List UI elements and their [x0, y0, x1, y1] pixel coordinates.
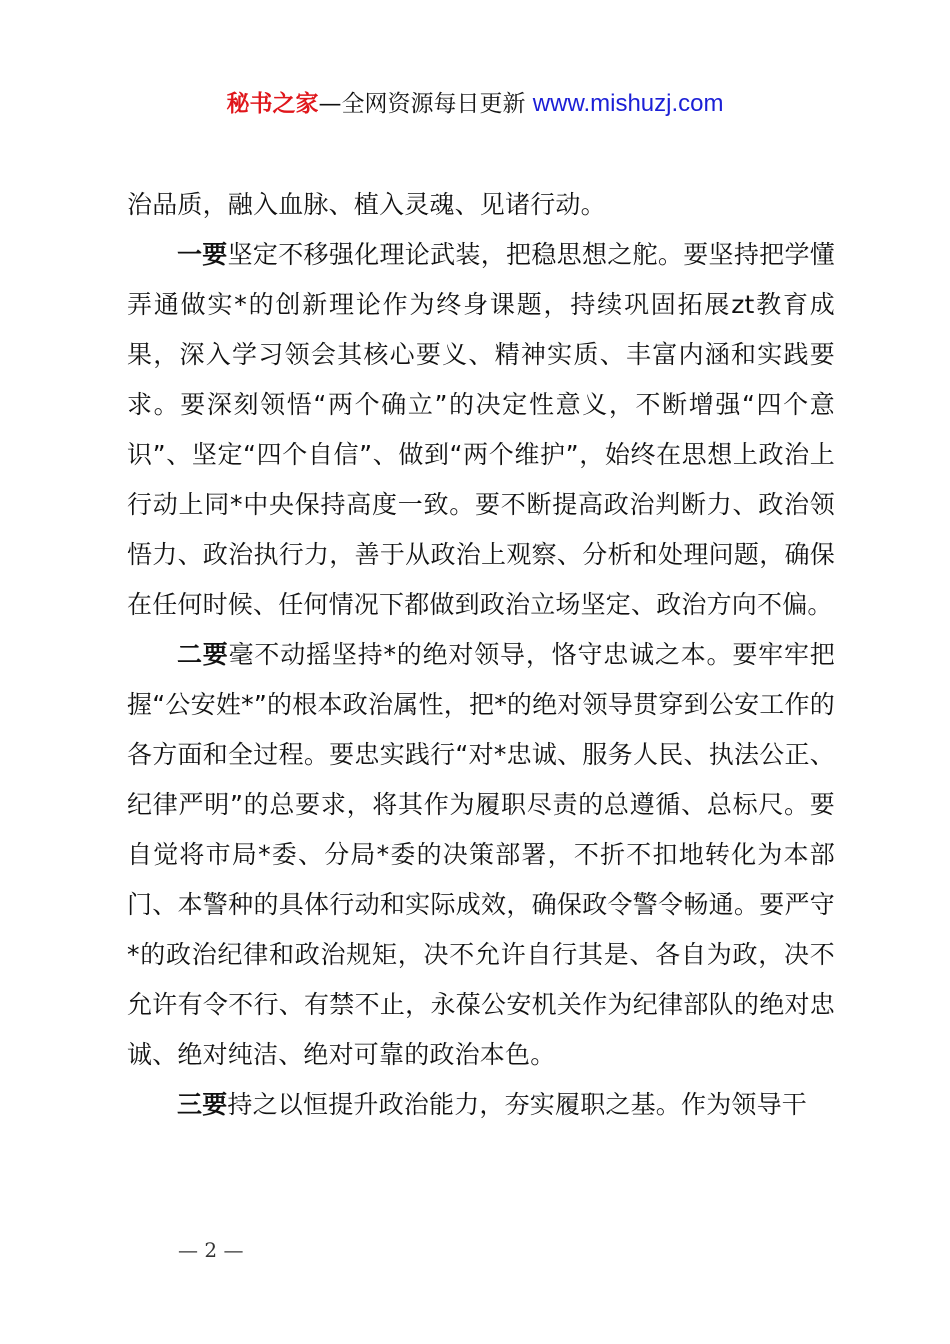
site-header	[0, 86, 950, 122]
brand-name: 秘书之家	[226, 91, 319, 117]
paragraph-point-three	[127, 1080, 835, 1130]
paragraph-text: 坚定不移强化理论武装，把稳思想之舵。要坚持把学懂弄通做实*的创新理论作为终身课题，持续巩固拓展zt教育成果，深入学习领会其核心要义、精神实质、丰富内涵和实践要求。要深刻领悟“两个确立”的决定性意义，不断增强“四个意识”、坚定“四个自信”、做到“两个维护”，始终在思想上政治上行动上同*中央保持高度一致。要不断提高政治判断力、政治领悟力、政治执行力，善于从政治上观察、分析和处理问题，确保在任何时候、任何情况下都做到政治立场坚定、政治方向不偏。	[127, 240, 835, 619]
page-number: — 2 —	[178, 1238, 244, 1262]
paragraph-lead: 三要	[177, 1090, 228, 1119]
paragraph-lead: 二要	[177, 640, 229, 669]
paragraph-text: 毫不动摇坚持*的绝对领导，恪守忠诚之本。要牢牢把握“公安姓*”的根本政治属性，把*的绝对领导贯穿到公安工作的各方面和全过程。要忠实践行“对*忠诚、服务人民、执法公正、纪律严明”的总要求，将其作为履职尽责的总遵循、总标尺。要自觉将市局*委、分局*委的决策部署，不折不扣地转化为本部门、本警种的具体行动和实际成效，确保政令警令畅通。要严守*的政治纪律和政治规矩，决不允许自行其是、各自为政，决不允许有令不行、有禁不止，永葆公安机关作为纪律部队的绝对忠诚、绝对纯洁、绝对可靠的政治本色。	[127, 640, 835, 1069]
paragraph-lead: 一要	[177, 240, 228, 269]
paragraph-point-one	[127, 230, 835, 630]
document-body	[127, 180, 835, 1130]
paragraph-continuation	[127, 180, 835, 230]
site-url-link[interactable]: www.mishuzj.com	[532, 90, 724, 117]
paragraph-point-two	[127, 630, 835, 1080]
paragraph-text: 持之以恒提升政治能力，夯实履职之基。作为领导干	[227, 1090, 808, 1119]
header-tagline: —全网资源每日更新	[318, 91, 533, 117]
paragraph-text: 治品质，融入血脉、植入灵魂、见诸行动。	[127, 190, 606, 219]
